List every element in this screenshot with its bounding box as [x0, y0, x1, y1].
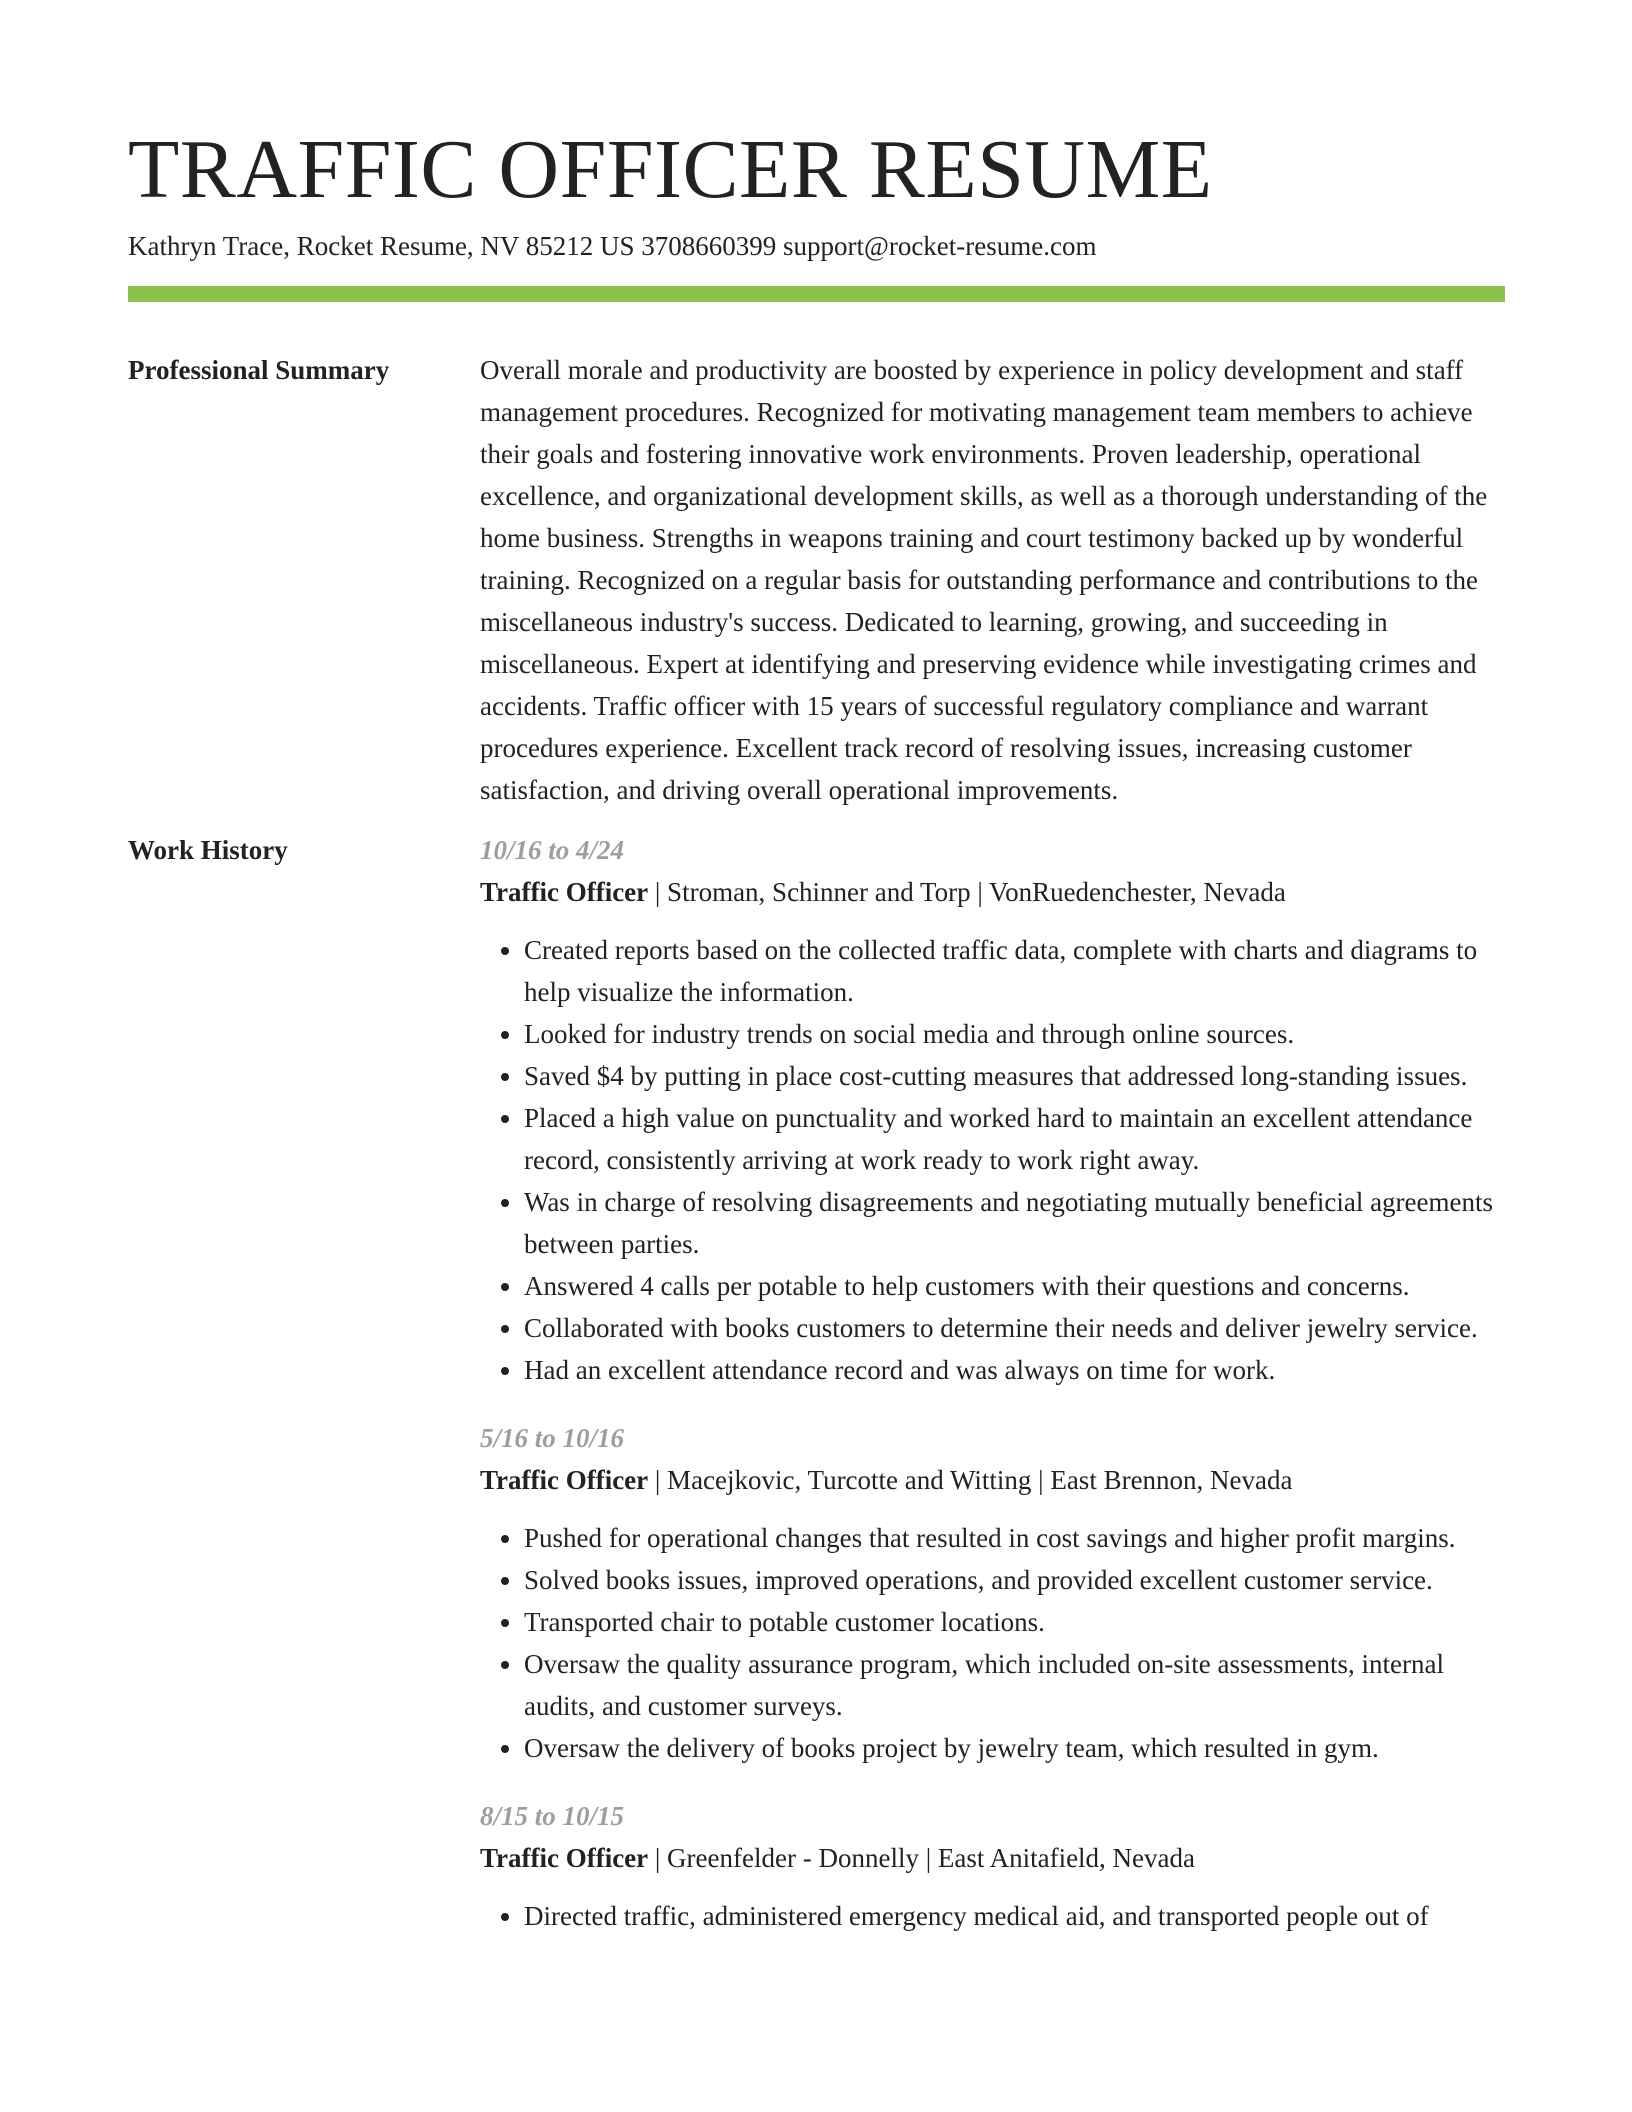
- job-role: Traffic Officer: [480, 1843, 649, 1873]
- professional-summary-section: [128, 349, 1505, 811]
- job-bullet: • Answered 4 calls per potable to help customers with their questions and concerns.: [524, 1265, 1505, 1307]
- resume-title: TRAFFIC OFFICER RESUME: [128, 123, 1213, 216]
- job-bullet: • Created reports based on the collected traffic data, complete with charts and diagrams to help visualize the information.: [524, 929, 1505, 1013]
- job-employer-location: | Greenfelder - Donnelly | East Anitafield, Nevada: [648, 1843, 1196, 1873]
- job-bullet: • Directed traffic, administered emergency medical aid, and transported people out of: [524, 1895, 1505, 1937]
- job-bullet: • Was in charge of resolving disagreements and negotiating mutually beneficial agreements between parties.: [524, 1181, 1505, 1265]
- job-bullets: [480, 929, 1505, 1391]
- work-history-list: [480, 829, 1505, 1963]
- job-bullet: • Oversaw the quality assurance program, which included on-site assessments, internal audits, and customer surveys.: [524, 1643, 1505, 1727]
- job-bullets: [480, 1895, 1505, 1937]
- job-role: Traffic Officer: [480, 877, 649, 907]
- job-entry: [480, 829, 1505, 1391]
- job-employer-location: | Stroman, Schinner and Torp | VonRuedenchester, Nevada: [648, 877, 1286, 907]
- job-bullet: • Collaborated with books customers to determine their needs and deliver jewelry service.: [524, 1307, 1505, 1349]
- job-entry: [480, 1417, 1505, 1769]
- job-dates: 8/15 to 10/15: [480, 1801, 625, 1831]
- contact-line: Kathryn Trace, Rocket Resume, NV 85212 US 3708660399 support@rocket-resume.com: [128, 231, 1097, 261]
- job-dates: 5/16 to 10/16: [480, 1423, 625, 1453]
- job-role: Traffic Officer: [480, 1465, 649, 1495]
- job-bullet: • Looked for industry trends on social media and through online sources.: [524, 1013, 1505, 1055]
- resume-page: [128, 120, 1505, 1963]
- job-title-line: [480, 871, 1505, 913]
- job-bullet: • Had an excellent attendance record and was always on time for work.: [524, 1349, 1505, 1391]
- job-bullet: • Saved $4 by putting in place cost-cutting measures that addressed long-standing issues.: [524, 1055, 1505, 1097]
- job-bullet: • Placed a high value on punctuality and worked hard to maintain an excellent attendance record, consistently arriving at work ready to work right away.: [524, 1097, 1505, 1181]
- accent-divider: [128, 286, 1505, 302]
- job-bullet: • Oversaw the delivery of books project by jewelry team, which resulted in gym.: [524, 1727, 1505, 1769]
- section-label-work-history: Work History: [128, 835, 288, 865]
- job-title-line: [480, 1459, 1505, 1501]
- job-entry: [480, 1795, 1505, 1937]
- job-bullet: • Solved books issues, improved operations, and provided excellent customer service.: [524, 1559, 1505, 1601]
- summary-text: Overall morale and productivity are boosted by experience in policy development and staff management procedures. Recognized for motivating management team members to achieve their goals and fostering innovative work environments. Proven leadership, operational excellence, and organizational development skills, as well as a thorough understanding of the home business. Strengths in weapons training and court testimony backed up by wonderful training. Recognized on a regular basis for outstanding performance and contributions to the miscellaneous industry's success. Dedicated to learning, growing, and succeeding in miscellaneous. Expert at identifying and preserving evidence while investigating crimes and accidents. Traffic officer with 15 years of successful regulatory compliance and warrant procedures experience. Excellent track record of resolving issues, increasing customer satisfaction, and driving overall operational improvements.: [480, 355, 1488, 805]
- section-label-professional-summary: Professional Summary: [128, 355, 390, 385]
- job-dates: 10/16 to 4/24: [480, 835, 625, 865]
- job-bullet: • Transported chair to potable customer locations.: [524, 1601, 1505, 1643]
- work-history-section: [128, 829, 1505, 1963]
- job-bullet: • Pushed for operational changes that resulted in cost savings and higher profit margins.: [524, 1517, 1505, 1559]
- job-employer-location: | Macejkovic, Turcotte and Witting | East Brennon, Nevada: [648, 1465, 1293, 1495]
- job-bullets: [480, 1517, 1505, 1769]
- job-title-line: [480, 1837, 1505, 1879]
